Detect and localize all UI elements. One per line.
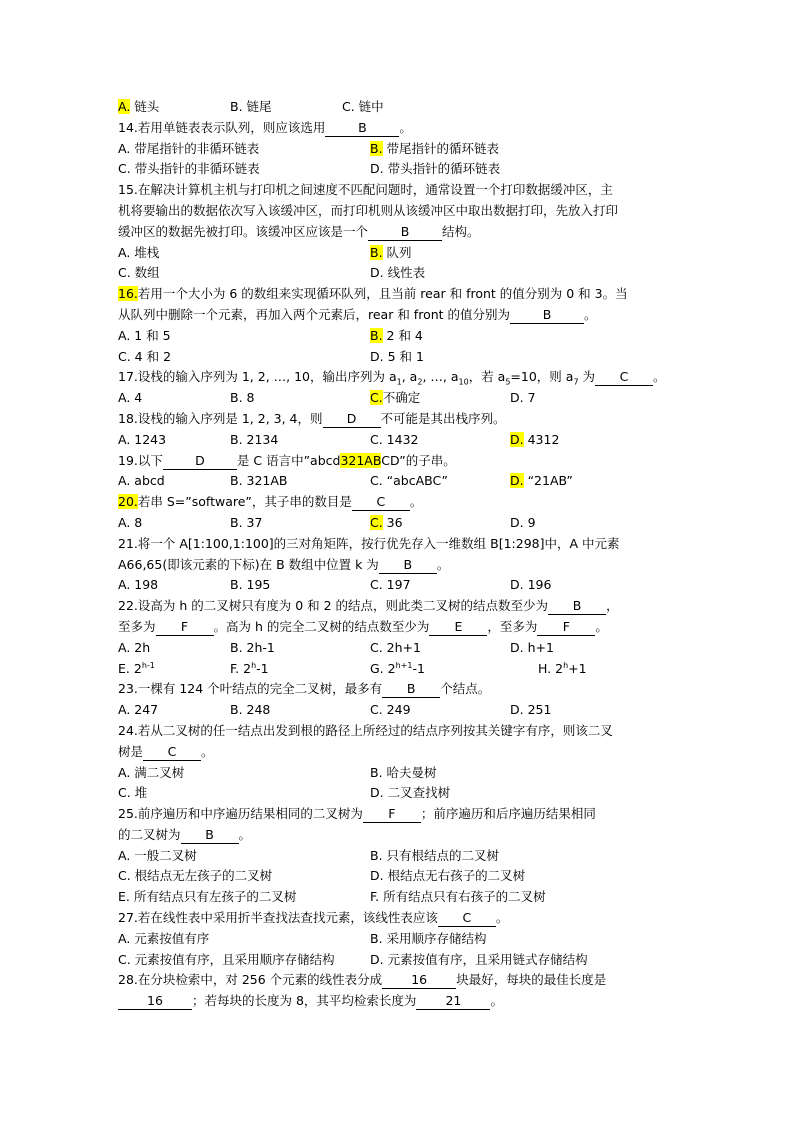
answer-blank: C — [143, 744, 201, 761]
options-line: A. 4 B. 8 C.不确定 D. 7 — [118, 390, 536, 406]
exam-document — [118, 97, 678, 1012]
options-line: E. 2$^{h-1}$ F. 2$^h$-1 G. $2^{h+1}-1$ H. $2^h+1$ — [118, 660, 587, 676]
options-line: C. 带头指针的非循环链表 D. 带头指针的循环链表 — [118, 161, 501, 177]
answer-blank: B — [181, 827, 239, 844]
question-25: 25.前序遍历和中序遍历结果相同的二叉树为 F ；前序遍历和后序遍历结果相同 — [118, 806, 596, 822]
question-20: 20.若串 S=”software”，其子串的数目是 C 。 — [118, 494, 423, 510]
answer-blank: C — [438, 910, 496, 927]
answer-highlight: 20. — [118, 494, 138, 510]
answer-highlight: 16. — [118, 286, 138, 302]
answer-blank: F — [156, 619, 214, 636]
answer-highlight: D. — [510, 431, 524, 447]
answer-blank: F — [363, 806, 421, 823]
answer-blank: B — [510, 307, 584, 324]
question-21-cont: A66,65(即该元素的下标)在 B 数组中位置 k 为 B 。 — [118, 556, 450, 572]
answer-blank: B — [548, 598, 606, 615]
question-18: 18.设栈的输入序列是 1, 2, 3, 4，则 D 不可能是其出栈序列。 — [118, 410, 506, 426]
answer-blank: 16 — [118, 993, 192, 1010]
answer-highlight: A. — [118, 99, 131, 114]
options-line: E. 所有结点只有左孩子的二叉树 F. 所有结点只有右孩子的二叉树 — [118, 889, 546, 905]
options-line: A. 带尾指针的非循环链表 B. 带尾指针的循环链表 — [118, 140, 500, 156]
options-line: C. 4 和 2 D. 5 和 1 — [118, 348, 424, 364]
answer-blank: B — [382, 681, 440, 698]
answer-blank: C — [595, 369, 653, 386]
answer-highlight: D. — [510, 473, 524, 489]
answer-blank: D — [163, 453, 237, 470]
question-25-cont: 的二叉树为 B 。 — [118, 826, 252, 842]
answer-blank: E — [429, 619, 487, 636]
question-16-cont: 从队列中删除一个元素，再加入两个元素后，rear 和 front 的值分别为 B 。 — [118, 306, 597, 322]
question-17: 17.设栈的输入序列为 1, 2, …, 10，输出序列为 $a_1$, $a_2$, …, $a_{10}$，若 $a_5=10$，则 $a_7$ 为 C 。 — [118, 369, 666, 387]
answer-blank: F — [537, 619, 595, 636]
answer-highlight: C. — [370, 390, 383, 406]
options-line: A. 247 B. 248 C. 249 D. 251 — [118, 702, 552, 718]
options-line: C. 堆 D. 二叉查找树 — [118, 785, 451, 801]
options-line: A. 链头 B. 链尾 C. 链中 — [118, 99, 384, 114]
options-line: C. 根结点无左孩子的二叉树 D. 根结点无右孩子的二叉树 — [118, 868, 526, 884]
answer-blank: C — [352, 494, 410, 511]
options-line: A. 满二叉树 B. 哈夫曼树 — [118, 764, 437, 780]
question-28: 28.在分块检索中，对 256 个元素的线性表分成 16 块最好，每块的最佳长度是 — [118, 972, 607, 988]
options-line: A. 2h B. 2h-1 C. 2h+1 D. h+1 — [118, 639, 554, 655]
answer-blank: 21 — [416, 993, 490, 1010]
question-15: 15.在解决计算机主机与打印机之间速度不匹配问题时，通常设置一个打印数据缓冲区，主 — [118, 182, 613, 198]
question-15-cont: 缓冲区的数据先被打印。该缓冲区应该是一个 B 结构。 — [118, 223, 480, 239]
question-24-cont: 树是 C 。 — [118, 743, 214, 759]
answer-highlight: C. — [370, 514, 383, 530]
options-line: C. 数组 D. 线性表 — [118, 265, 426, 281]
options-line: A. 元素按值有序 B. 采用顺序存储结构 — [118, 930, 487, 946]
question-27: 27.若在线性表中采用折半查找法查找元素，该线性表应该 C 。 — [118, 910, 509, 926]
options-line: A. 8 B. 37 C. 36 D. 9 — [118, 514, 536, 530]
options-line: A. 1 和 5 B. 2 和 4 — [118, 327, 423, 343]
options-line: A. 1243 B. 2134 C. 1432 D. 4312 — [118, 431, 560, 447]
question-19: 19.以下 D 是 C 语言中”abcd321ABCD”的子串。 — [118, 452, 456, 468]
answer-highlight: B. — [370, 140, 383, 156]
options-line: A. abcd B. 321AB C. “abcABC” D. “21AB” — [118, 473, 573, 489]
question-15-cont: 机将要输出的数据依次写入该缓冲区，而打印机则从该缓冲区中取出数据打印，先放入打印 — [118, 202, 619, 218]
question-22: 22.设高为 h 的二叉树只有度为 0 和 2 的结点，则此类二叉树的结点数至少为 B ， — [118, 598, 619, 614]
question-16: 16.若用一个大小为 6 的数组来实现循环队列，且当前 rear 和 front 的值分别为 0 和 3。当 — [118, 286, 628, 302]
question-22-cont: 至多为 F 。高为 h 的完全二叉树的结点数至少为 E ，至多为 F 。 — [118, 618, 608, 634]
answer-blank: B — [368, 224, 442, 241]
answer-blank: B — [325, 120, 399, 137]
answer-highlight: B. — [370, 244, 383, 260]
answer-blank: D — [323, 411, 381, 428]
question-24: 24.若从二叉树的任一结点出发到根的路径上所经过的结点序列按其关键字有序，则该二叉 — [118, 722, 613, 738]
options-line: C. 元素按值有序，且采用顺序存储结构 D. 元素按值有序，且采用链式存储结构 — [118, 951, 588, 967]
options-line: A. 一般二叉树 B. 只有根结点的二叉树 — [118, 847, 500, 863]
options-line: A. 堆栈 B. 队列 — [118, 244, 412, 260]
text-highlight: 321AB — [340, 452, 382, 468]
answer-highlight: B. — [370, 327, 383, 343]
answer-blank: B — [379, 557, 437, 574]
question-14: 14.若用单链表表示队列，则应该选用 B 。 — [118, 119, 412, 135]
answer-blank: 16 — [382, 972, 456, 989]
question-28-cont: 16 ；若每块的长度为 8，其平均检索长度为 21 。 — [118, 991, 678, 1012]
question-21: 21.将一个 A[1:100,1:100]的三对角矩阵，按行优先存入一维数组 B[1:298]中，A 中元素 — [118, 535, 620, 551]
options-line: A. 198 B. 195 C. 197 D. 196 — [118, 577, 552, 593]
question-23: 23.一棵有 124 个叶结点的完全二叉树，最多有 B 个结点。 — [118, 681, 491, 697]
